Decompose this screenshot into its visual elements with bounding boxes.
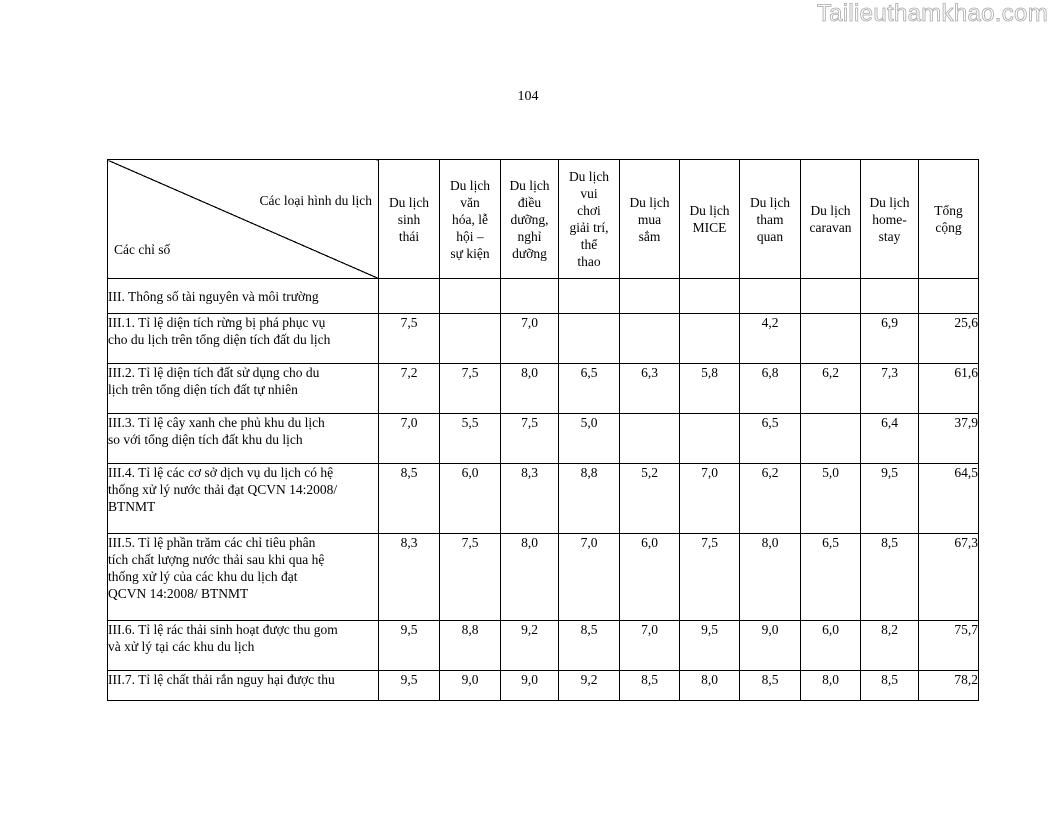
table-body: [108, 279, 979, 701]
value-cell: 8,5: [861, 534, 919, 621]
value-cell: 7,0: [501, 314, 559, 364]
value-cell: 5,0: [559, 414, 620, 464]
column-header: Du lịch mua sắm: [620, 160, 680, 279]
total-cell: 78,2: [919, 671, 979, 701]
value-cell: 8,8: [559, 464, 620, 534]
value-cell: 8,5: [620, 671, 680, 701]
column-header: Du lịch sinh thái: [379, 160, 440, 279]
value-cell: 7,5: [440, 534, 501, 621]
value-cell: 6,0: [620, 534, 680, 621]
value-cell: 5,5: [440, 414, 501, 464]
value-cell: [620, 314, 680, 364]
total-column-header: Tổng cộng: [919, 160, 979, 279]
value-cell: 7,2: [379, 364, 440, 414]
value-cell: 5,0: [801, 464, 861, 534]
value-cell: 5,8: [680, 364, 740, 414]
table-row: [108, 314, 979, 364]
value-cell: 8,0: [501, 364, 559, 414]
indicator-label: III.3. Tỉ lệ cây xanh che phủ khu du lịch so với tổng diện tích đất khu du lịch: [108, 414, 379, 464]
value-cell: 7,0: [620, 621, 680, 671]
value-cell: 6,2: [801, 364, 861, 414]
value-cell: 8,0: [801, 671, 861, 701]
total-cell: 61,6: [919, 364, 979, 414]
value-cell: 8,0: [680, 671, 740, 701]
indicator-label: III.5. Tỉ lệ phần trăm các chỉ tiêu phân tích chất lượng nước thải sau khi qua hệ thống xử lý của các khu du lịch đạt QCVN 14:2008/ BTNMT: [108, 534, 379, 621]
page-number: 104: [517, 89, 539, 104]
value-cell: 8,5: [861, 671, 919, 701]
value-cell: 7,5: [440, 364, 501, 414]
value-cell: 8,5: [559, 621, 620, 671]
total-cell: 25,6: [919, 314, 979, 364]
indicator-label: III.6. Tỉ lệ rác thải sinh hoạt được thu gom và xử lý tại các khu du lịch: [108, 621, 379, 671]
column-axis-label: Các loại hình du lịch: [259, 193, 372, 208]
value-cell: 9,0: [501, 671, 559, 701]
value-cell: 8,0: [740, 534, 801, 621]
value-cell: [680, 414, 740, 464]
value-cell: [801, 414, 861, 464]
total-cell: 75,7: [919, 621, 979, 671]
value-cell: 6,0: [801, 621, 861, 671]
table-row: [108, 464, 979, 534]
header-row: [108, 160, 979, 279]
column-header: Du lịch tham quan: [740, 160, 801, 279]
row-axis-label: Các chỉ số: [114, 242, 171, 257]
value-cell: 6,5: [740, 414, 801, 464]
value-cell: 9,5: [680, 621, 740, 671]
value-cell: 6,2: [740, 464, 801, 534]
indicator-table: [107, 159, 979, 701]
value-cell: 9,2: [559, 671, 620, 701]
value-cell: 8,5: [740, 671, 801, 701]
column-header: Du lịch điều dưỡng, nghỉ dưỡng: [501, 160, 559, 279]
table-row: [108, 414, 979, 464]
value-cell: 8,8: [440, 621, 501, 671]
value-cell: 7,5: [680, 534, 740, 621]
table-row: [108, 671, 979, 701]
table-row: [108, 621, 979, 671]
value-cell: 6,5: [801, 534, 861, 621]
column-header: Du lịch vui chơi giải trí, thể thao: [559, 160, 620, 279]
value-cell: 8,0: [501, 534, 559, 621]
section-title: III. Thông số tài nguyên và môi trường: [108, 279, 379, 314]
value-cell: 6,0: [440, 464, 501, 534]
value-cell: 7,0: [379, 414, 440, 464]
column-header: Du lịch home- stay: [861, 160, 919, 279]
value-cell: [620, 414, 680, 464]
table-row: [108, 534, 979, 621]
value-cell: 9,5: [379, 671, 440, 701]
indicator-label: III.7. Tỉ lệ chất thải rắn nguy hại được thu: [108, 671, 379, 701]
value-cell: 6,9: [861, 314, 919, 364]
value-cell: 6,4: [861, 414, 919, 464]
value-cell: 9,2: [501, 621, 559, 671]
value-cell: 7,5: [379, 314, 440, 364]
indicator-label: III.4. Tỉ lệ các cơ sở dịch vụ du lịch có hệ thống xử lý nước thải đạt QCVN 14:2008/ BTNMT: [108, 464, 379, 534]
total-cell: 37,9: [919, 414, 979, 464]
value-cell: 6,3: [620, 364, 680, 414]
column-header: Du lịch MICE: [680, 160, 740, 279]
column-header: Du lịch caravan: [801, 160, 861, 279]
value-cell: 6,8: [740, 364, 801, 414]
corner-header-cell: [108, 160, 379, 279]
value-cell: [440, 314, 501, 364]
value-cell: 7,5: [501, 414, 559, 464]
indicator-label: III.2. Tỉ lệ diện tích đất sử dụng cho du lịch trên tổng diện tích đất tự nhiên: [108, 364, 379, 414]
value-cell: 8,3: [501, 464, 559, 534]
value-cell: 7,3: [861, 364, 919, 414]
value-cell: 9,5: [379, 621, 440, 671]
value-cell: 9,0: [740, 621, 801, 671]
value-cell: [680, 314, 740, 364]
value-cell: 5,2: [620, 464, 680, 534]
indicator-label: III.1. Tỉ lệ diện tích rừng bị phá phục vụ cho du lịch trên tổng diện tích đất du lịch: [108, 314, 379, 364]
section-row: [108, 279, 979, 314]
value-cell: 7,0: [680, 464, 740, 534]
value-cell: [801, 314, 861, 364]
value-cell: 8,5: [379, 464, 440, 534]
value-cell: 7,0: [559, 534, 620, 621]
value-cell: 4,2: [740, 314, 801, 364]
value-cell: 9,5: [861, 464, 919, 534]
value-cell: [559, 314, 620, 364]
total-cell: 67,3: [919, 534, 979, 621]
value-cell: 9,0: [440, 671, 501, 701]
column-header: Du lịch văn hóa, lễ hội – sự kiện: [440, 160, 501, 279]
value-cell: 8,3: [379, 534, 440, 621]
watermark: Tailieuthamkhao.com: [816, 0, 1048, 27]
table-row: [108, 364, 979, 414]
total-cell: 64,5: [919, 464, 979, 534]
value-cell: 8,2: [861, 621, 919, 671]
value-cell: 6,5: [559, 364, 620, 414]
